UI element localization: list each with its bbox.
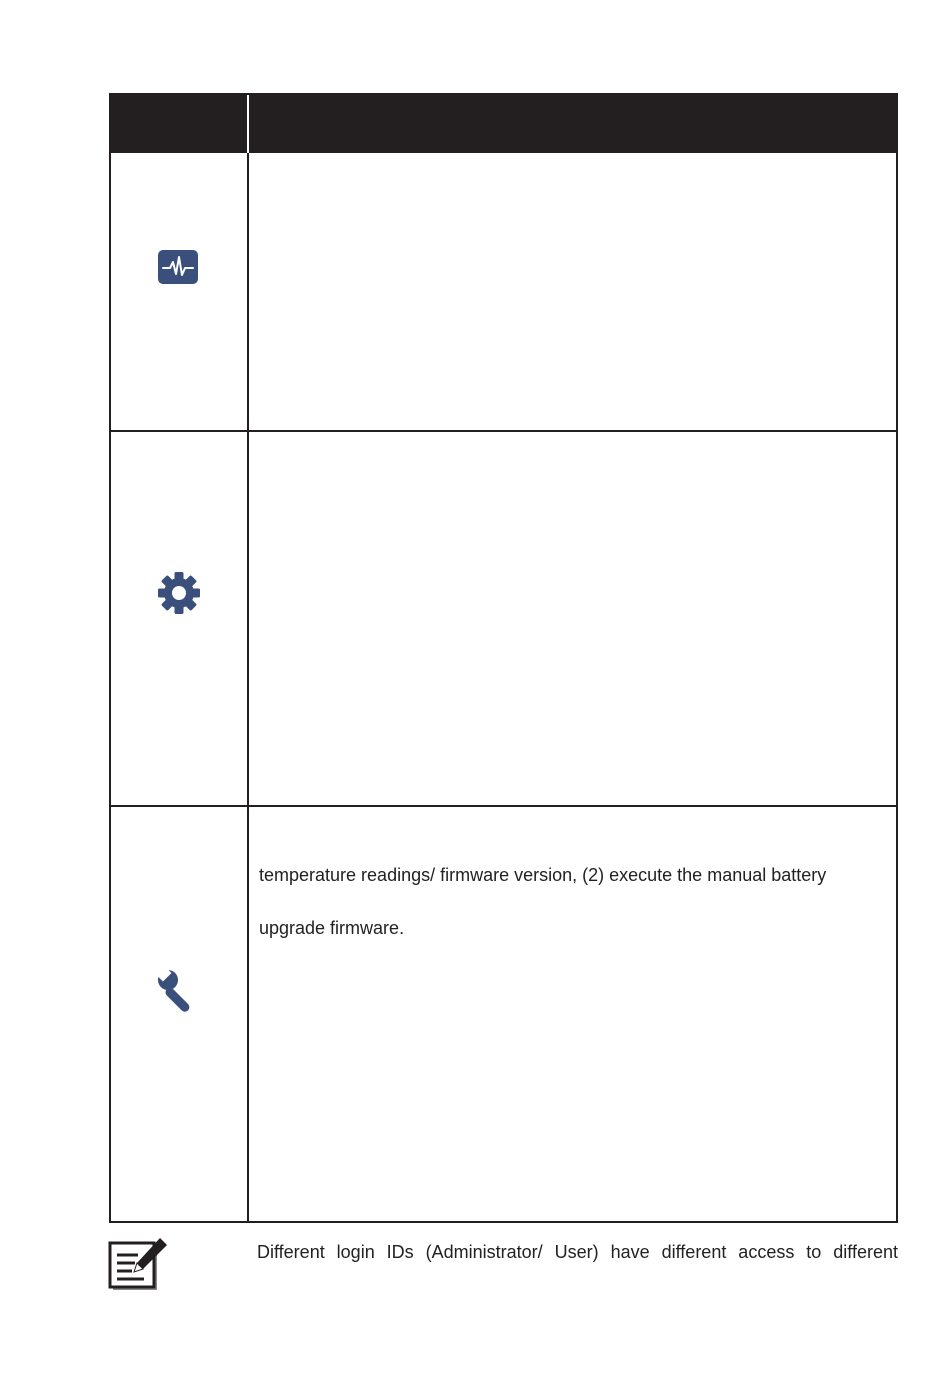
row-divider [111,805,896,807]
monitor-pulse-icon [157,249,199,290]
cell-line: upgrade firmware. [259,918,405,938]
note-text: Different login IDs (Administrator/ User) have different access to different [257,1242,898,1262]
table-header [111,95,896,153]
row-divider [111,430,896,432]
note-pencil-icon [108,1238,168,1297]
menu-description-table [109,93,898,1223]
gear-icon [157,571,201,620]
header-divider [247,95,249,153]
cell-line: temperature readings/ firmware version, (2) execute the manual battery [259,865,827,885]
column-divider [247,153,249,1223]
wrench-icon [155,969,201,1020]
